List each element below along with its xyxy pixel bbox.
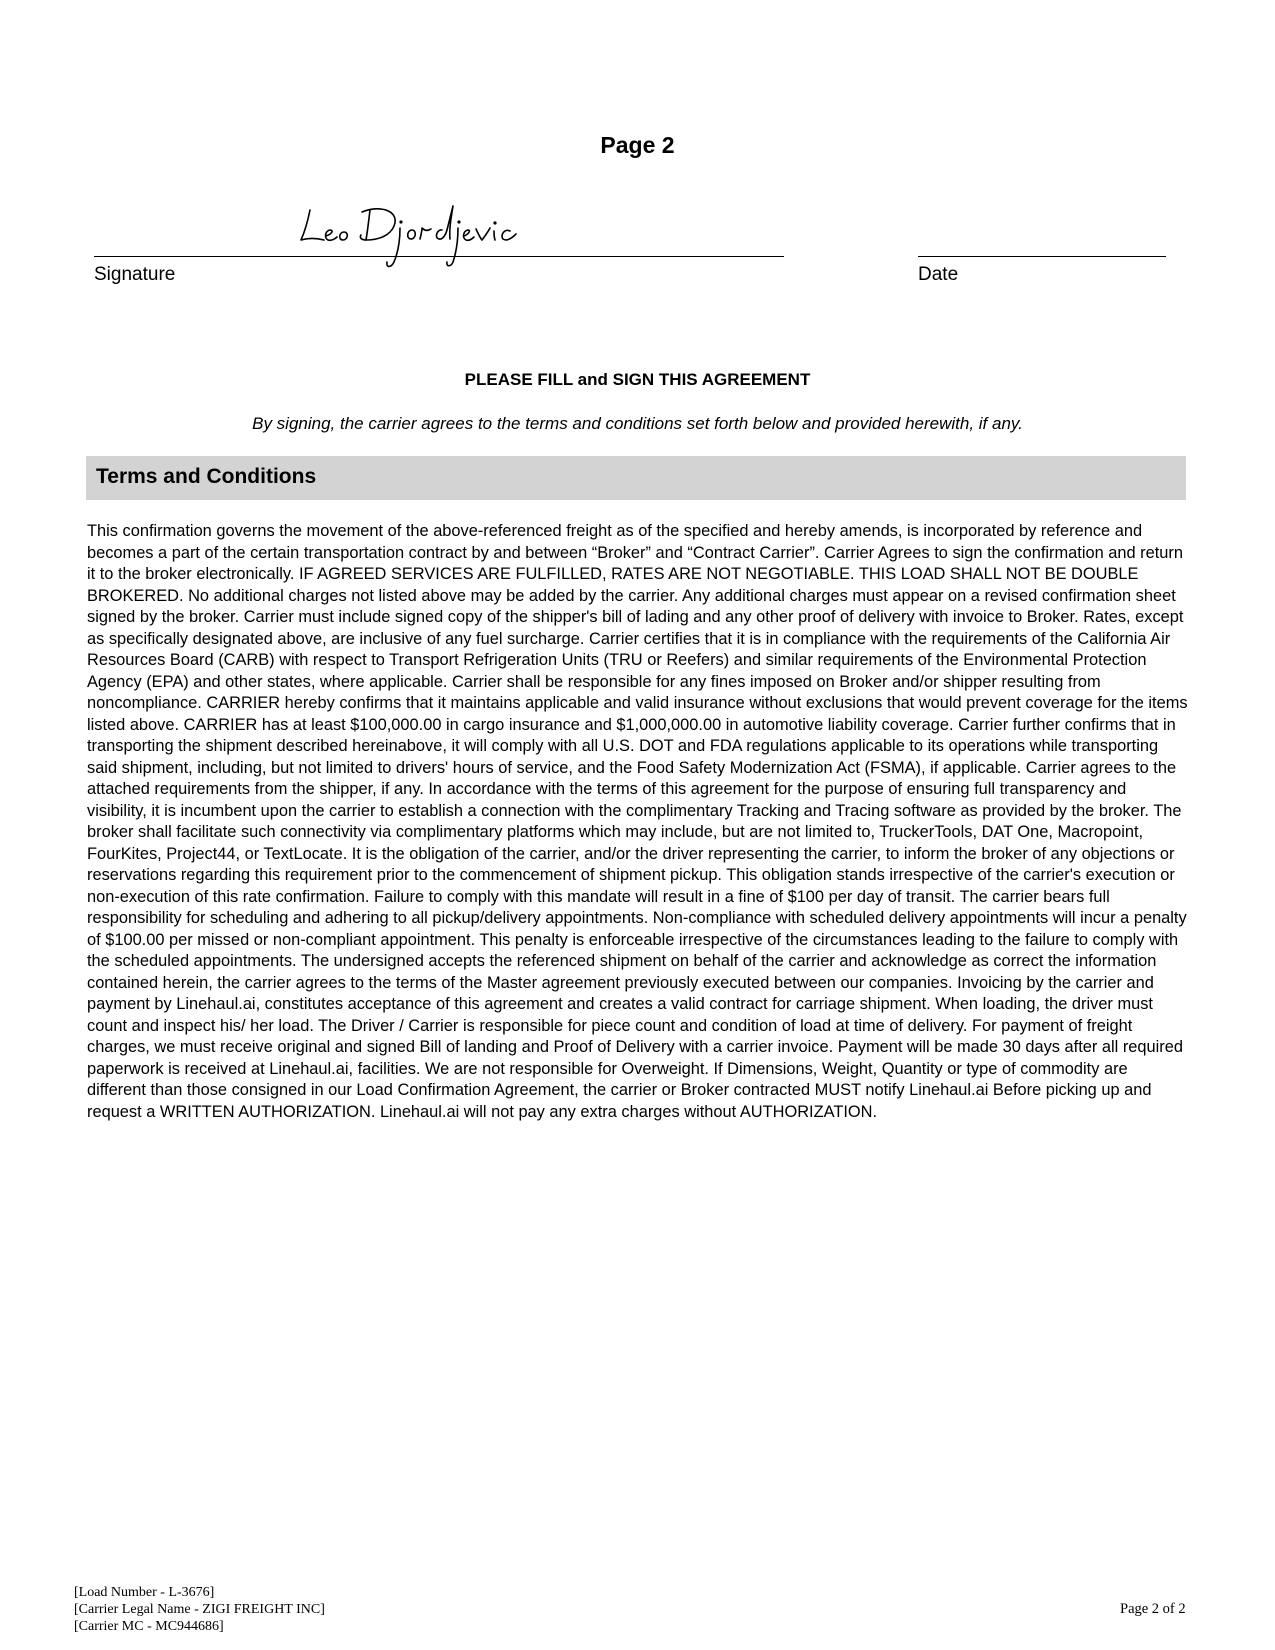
footer-load-number: [Load Number - L-3676] xyxy=(74,1585,215,1600)
footer-carrier-legal-name: [Carrier Legal Name - ZIGI FREIGHT INC] xyxy=(74,1602,325,1617)
terms-section-header xyxy=(86,456,1186,500)
signature-label: Signature xyxy=(94,264,176,285)
terms-body: This confirmation governs the movement of the above-referenced freight as of the specified and hereby amends, is incorporated by reference and becomes a part of the certain transportation contract by and between “Broker” and “Contract Carrier”. Carrier Agrees to sign the confirmation and return it to the broker electronically. IF AGREED SERVICES ARE FULFILLED, RATES ARE NOT NEGOTIABLE. THIS LOAD SHALL NOT BE DOUBLE BROKERED. No additional charges not listed above may be added by the carrier. Any additional charges must appear on a revised confirmation sheet signed by the broker. Carrier must include signed copy of the shipper's bill of lading and any other proof of delivery with invoice to Broker. Rates, except as specifically designated above, are inclusive of any fuel surcharge. Carrier certifies that it is in compliance with the requirements of the California Air Resources Board (CARB) with respect to Transport Refrigeration Units (TRU or Reefers) and similar requirements of the Environmental Protection Agency (EPA) and other states, where applicable. Carrier shall be responsible for any fines imposed on Broker and/or shipper resulting from noncompliance. CARRIER hereby confirms that it maintains applicable and valid insurance without exclusions that would prevent coverage for the items listed above. CARRIER has at least $100,000.00 in cargo insurance and $1,000,000.00 in automotive liability coverage. Carrier further confirms that in transporting the shipment described hereinabove, it will comply with all U.S. DOT and FDA regulations applicable to its operations while transporting said shipment, including, but not limited to drivers' hours of service, and the Food Safety Modernization Act (FSMA), if applicable. Carrier agrees to the attached requirements from the shipper, if any. In accordance with the terms of this agreement for the purpose of ensuring full transparency and visibility, it is incumbent upon the carrier to establish a connection with the complimentary Tracking and Tracing software as provided by the broker. The broker shall facilitate such connectivity via complimentary platforms which may include, but are not limited to, TruckerTools, DAT One, Macropoint, FourKites, Project44, or TextLocate. It is the obligation of the carrier, and/or the driver representing the carrier, to inform the broker of any objections or reservations regarding this requirement prior to the commencement of shipment pickup. This obligation stands irrespective of the carrier's execution or non-execution of this rate confirmation. Failure to comply with this mandate will result in a fine of $100 per day of transit. The carrier bears full responsibility for scheduling and adhering to all pickup/delivery appointments. Non-compliance with scheduled delivery appointments will incur a penalty of $100.00 per missed or non-compliant appointment. This penalty is enforceable irrespective of the circumstances leading to the failure to comply with the scheduled appointments. The undersigned accepts the referenced shipment on behalf of the carrier and acknowledge as correct the information contained herein, the carrier agrees to the terms of the Master agreement previously executed between our companies. Invoicing by the carrier and payment by Linehaul.ai, constitutes acceptance of this agreement and creates a valid contract for carriage shipment. When loading, the driver must count and inspect his/ her load. The Driver / Carrier is responsible for piece count and condition of load at time of delivery. For payment of freight charges, we must receive original and signed Bill of landing and Proof of Delivery with a carrier invoice. Payment will be made 30 days after all required paperwork is received at Linehaul.ai, facilities. We are not responsible for Overweight. If Dimensions, Weight, Quantity or type of commodity are different than those consigned in our Load Confirmation Agreement, the carrier or Broker contracted MUST notify Linehaul.ai Before picking up and request a WRITTEN AUTHORIZATION. Linehaul.ai will not pay any extra charges without AUTHORIZATION. xyxy=(87,522,1188,1121)
date-line xyxy=(918,256,1166,257)
footer-carrier-mc: [Carrier MC - MC944686] xyxy=(74,1619,224,1634)
footer-page-indicator: Page 2 of 2 xyxy=(1120,1601,1186,1617)
agreement-subtitle: By signing, the carrier agrees to the terms and conditions set forth below and provided herewith, if any. xyxy=(252,414,1023,433)
terms-title: Terms and Conditions xyxy=(96,465,317,488)
page-title: Page 2 xyxy=(600,132,675,158)
handwritten-signature xyxy=(296,198,548,272)
footer-load-info xyxy=(74,1584,325,1635)
agreement-heading: PLEASE FILL and SIGN THIS AGREEMENT xyxy=(464,370,811,389)
date-label: Date xyxy=(918,264,959,285)
